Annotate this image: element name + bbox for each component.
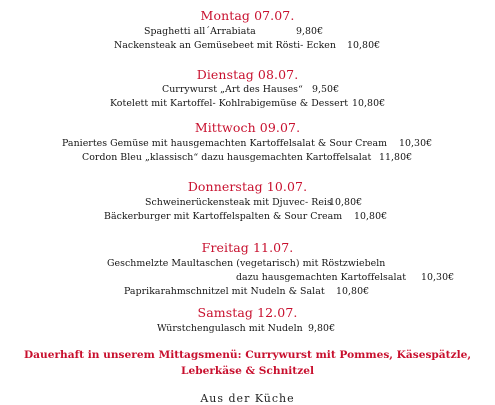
day-title-donnerstag: Donnerstag 10.07. [187,179,308,194]
dish-name: Würstchengulasch mit Nudeln [157,323,303,334]
day-title-samstag: Samstag 12.07. [197,305,298,320]
dish-name: Currywurst „Art des Hauses“ [162,84,303,95]
dish-name: Kotelett mit Kartoffel- Kohlrabigemüse & Dessert [110,98,349,109]
dish-name: Paprikarahmschnitzel mit Nudeln & Salat [124,286,325,297]
day-title-montag: Montag 07.07. [200,8,295,23]
dish-name: Schweinerückensteak mit Djuvec- Reis [145,197,332,208]
day-title-dienstag: Dienstag 08.07. [196,67,299,82]
dish-price: 10,80€ [336,286,370,297]
dish-name: Cordon Bleu „klassisch“ dazu hausgemachten Kartoffelsalat [82,152,372,163]
dish-price: 10,80€ [352,98,386,109]
day-title-freitag: Freitag 11.07. [201,240,294,255]
dish-name: Bäckerburger mit Kartoffelspalten & Sour Cream [104,211,343,222]
cut-off-heading [0,392,495,405]
dish-price: 9,80€ [308,323,336,334]
dish-price: 10,80€ [347,40,381,51]
cut-off-heading-text: Aus der Küche [200,392,295,405]
dish-name: Nackensteak an Gemüsebeet mit Rösti- Ecken [114,40,336,51]
dish-price: 9,80€ [296,26,324,37]
dish-name: dazu hausgemachten Kartoffelsalat [236,272,407,283]
dish-price: 11,80€ [379,152,413,163]
dish-price: 10,80€ [329,197,363,208]
permanent-menu-line-2: Leberkäse & Schnitzel [181,365,314,377]
day-title-mittwoch: Mittwoch 09.07. [194,120,301,135]
dish-price: 9,50€ [312,84,340,95]
permanent-menu-line-1: Dauerhaft in unserem Mittagsmenü: Currywurst mit Pommes, Käsespätzle, [23,349,472,361]
dish-name: Geschmelzte Maultaschen (vegetarisch) mit Röstzwiebeln [107,258,386,269]
dish-name: Spaghetti all´Arrabiata [144,26,256,37]
dish-price: 10,30€ [399,138,433,149]
dish-price: 10,80€ [354,211,388,222]
dish-price: 10,30€ [421,272,455,283]
dish-name: Paniertes Gemüse mit hausgemachten Kartoffelsalat & Sour Cream [62,138,388,149]
